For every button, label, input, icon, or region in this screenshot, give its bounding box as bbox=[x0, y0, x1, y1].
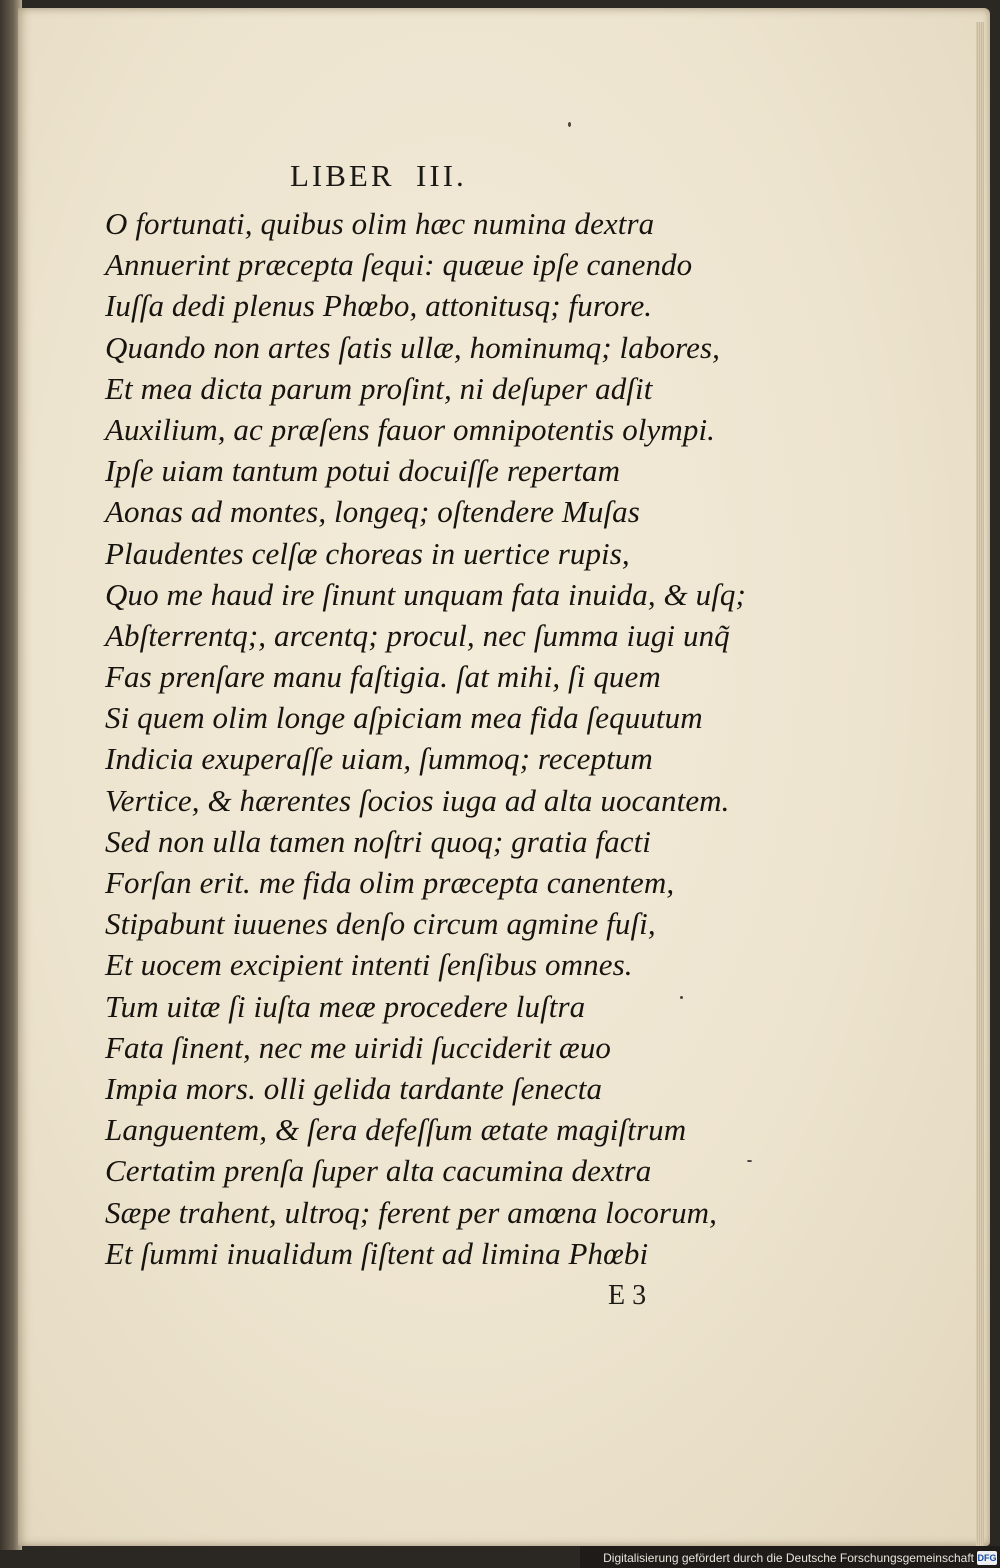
verse-line: Tum uitæ ſi iuſta meæ procedere luſtra bbox=[105, 988, 586, 1024]
verse-line: Quando non artes ſatis ullæ, hominumq; labores, bbox=[105, 329, 720, 365]
verse-line: Et uocem excipient intenti ſenſibus omnes. bbox=[105, 947, 633, 983]
verse-line: Abſterrentq;, arcentq; procul, nec ſumma iugi unq̃ bbox=[105, 617, 730, 653]
verse-line: Aonas ad montes, longeq; oſtendere Muſas bbox=[105, 494, 640, 530]
ink-speck bbox=[568, 122, 571, 127]
verse-line: Vertice, & hærentes ſocios iuga ad alta uocantem. bbox=[105, 782, 730, 818]
verse-line: Impia mors. olli gelida tardante ſenecta bbox=[105, 1070, 603, 1106]
page-edge-stack bbox=[976, 22, 984, 1550]
verse-line: O fortunati, quibus olim hæc numina dextra bbox=[105, 206, 655, 241]
verse-line: Plaudentes celſæ choreas in uertice rupis, bbox=[105, 535, 630, 571]
verse-line: Quo me haud ire ſinunt unquam fata inuida, & uſq; bbox=[105, 576, 746, 612]
ink-speck bbox=[680, 996, 683, 999]
verse-line: Forſan erit. me fida olim præcepta canentem, bbox=[105, 865, 675, 900]
verse-line: Et mea dicta parum proſint, ni deſuper adſit bbox=[105, 370, 653, 406]
verse-line: Languentem, & ſera defeſſum ætate magiſtrum bbox=[105, 1112, 687, 1148]
verse-line: Stipabunt iuuenes denſo circum agmine fuſi, bbox=[105, 906, 656, 942]
verse-line: Certatim prenſa ſuper alta cacumina dextra bbox=[105, 1153, 652, 1189]
verse-line: Auxilium, ac præſens fauor omnipotentis olympi. bbox=[105, 411, 716, 447]
verse-line: Fata ſinent, nec me uiridi ſucciderit æuo bbox=[105, 1029, 612, 1065]
verse-line: Indicia exuperaſſe uiam, ſummoq; receptum bbox=[105, 741, 653, 777]
dfg-logo-icon: DFG bbox=[977, 1553, 997, 1563]
signature-mark: E 3 bbox=[608, 1280, 647, 1311]
funding-credit: Digitalisierung gefördert durch die Deutsche Forschungsgemeinschaft bbox=[603, 1551, 974, 1565]
verse-line: Annuerint præcepta ſequi: quæue ipſe canendo bbox=[105, 247, 693, 283]
ink-speck bbox=[747, 1160, 752, 1162]
verse-line: Ipſe uiam tantum potui docuiſſe repertam bbox=[105, 453, 621, 489]
verse-line: Et ſummi inualidum ſiſtent ad limina Phœbi bbox=[105, 1235, 649, 1271]
verse-line: Iuſſa dedi plenus Phœbo, attonitusq; furore. bbox=[105, 288, 653, 324]
verse-line: Sæpe trahent, ultroq; ferent per amœna locorum, bbox=[105, 1194, 718, 1230]
running-head: LIBER III. bbox=[290, 158, 467, 193]
verse-line: Si quem olim longe aſpiciam mea fida ſequutum bbox=[105, 700, 703, 736]
verse-line: Fas prenſare manu faſtigia. ſat mihi, ſi quem bbox=[105, 659, 661, 695]
verse-text bbox=[105, 203, 925, 1274]
verse-line: Sed non ulla tamen noſtri quoq; gratia facti bbox=[105, 823, 652, 859]
